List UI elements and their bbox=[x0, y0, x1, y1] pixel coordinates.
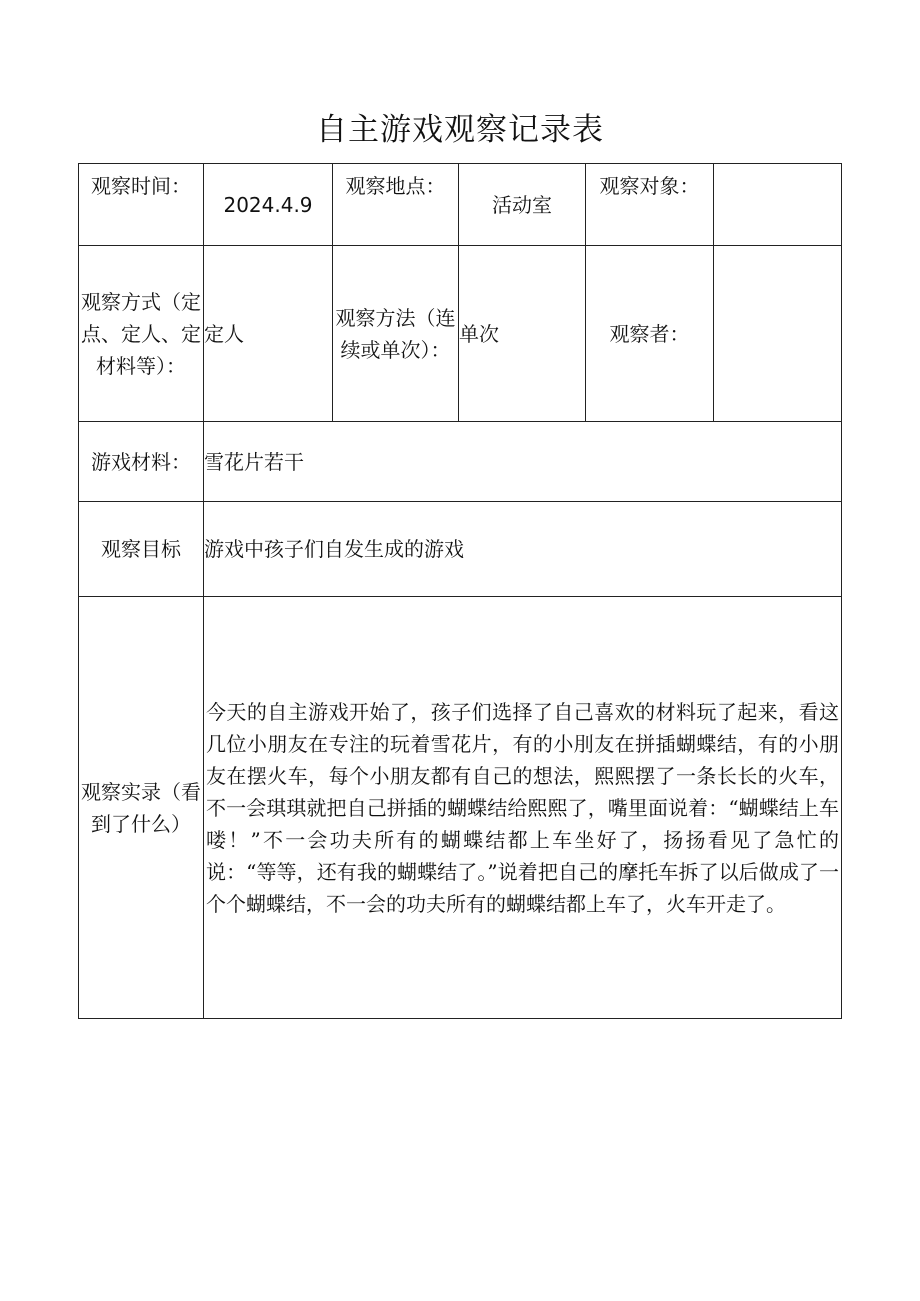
table-row bbox=[79, 597, 842, 1019]
table-row bbox=[79, 502, 842, 597]
table-row bbox=[79, 422, 842, 502]
observation-table bbox=[78, 163, 842, 1019]
game-material-label: 游戏材料： bbox=[79, 422, 204, 502]
observation-time-value: 2024.4.9 bbox=[204, 164, 333, 246]
observer-value bbox=[714, 246, 842, 422]
observation-place-label: 观察地点： bbox=[333, 164, 459, 246]
observer-label: 观察者： bbox=[586, 246, 714, 422]
observation-target-value bbox=[714, 164, 842, 246]
game-material-value: 雪花片若干 bbox=[204, 422, 842, 502]
observation-record-text: 今天的自主游戏开始了，孩子们选择了自己喜欢的材料玩了起来，看这几位小朋友在专注的玩着雪花片，有的小刖友在拼插蝴蝶结，有的小朋友在摆火车，每个小朋友都有自己的想法，熙熙摆了一条长长的火车，不一会琪琪就把自己拼插的蝴蝶结给熙熙了，嘴里面说着：“蝴蝶结上车喽！”不一会功夫所有的蝴蝶结都上车坐好了，扬扬看见了急忙的说：“等等，还有我的蝴蝶结了。”说着把自己的摩托车拆了以后做成了一个个蝴蝶结，不一会的功夫所有的蝴蝶结都上车了，火车开走了。 bbox=[204, 597, 842, 1019]
observation-goal-value: 游戏中孩子们自发生成的游戏 bbox=[204, 502, 842, 597]
table-row bbox=[79, 246, 842, 422]
observation-record-label: 观察实录（看到了什么） bbox=[79, 597, 204, 1019]
observation-place-value: 活动室 bbox=[459, 164, 586, 246]
observation-goal-label: 观察目标 bbox=[79, 502, 204, 597]
table-row bbox=[79, 164, 842, 246]
page-title: 自主游戏观察记录表 bbox=[316, 112, 604, 148]
observation-mode-label: 观察方式（定点、定人、定材料等）： bbox=[79, 246, 204, 422]
observation-mode-value: 定人 bbox=[204, 246, 333, 422]
observation-target-label: 观察对象： bbox=[586, 164, 714, 246]
observation-method-value: 单次 bbox=[459, 246, 586, 422]
observation-time-label: 观察时间： bbox=[79, 164, 204, 246]
observation-method-label: 观察方法（连续或单次）： bbox=[333, 246, 459, 422]
